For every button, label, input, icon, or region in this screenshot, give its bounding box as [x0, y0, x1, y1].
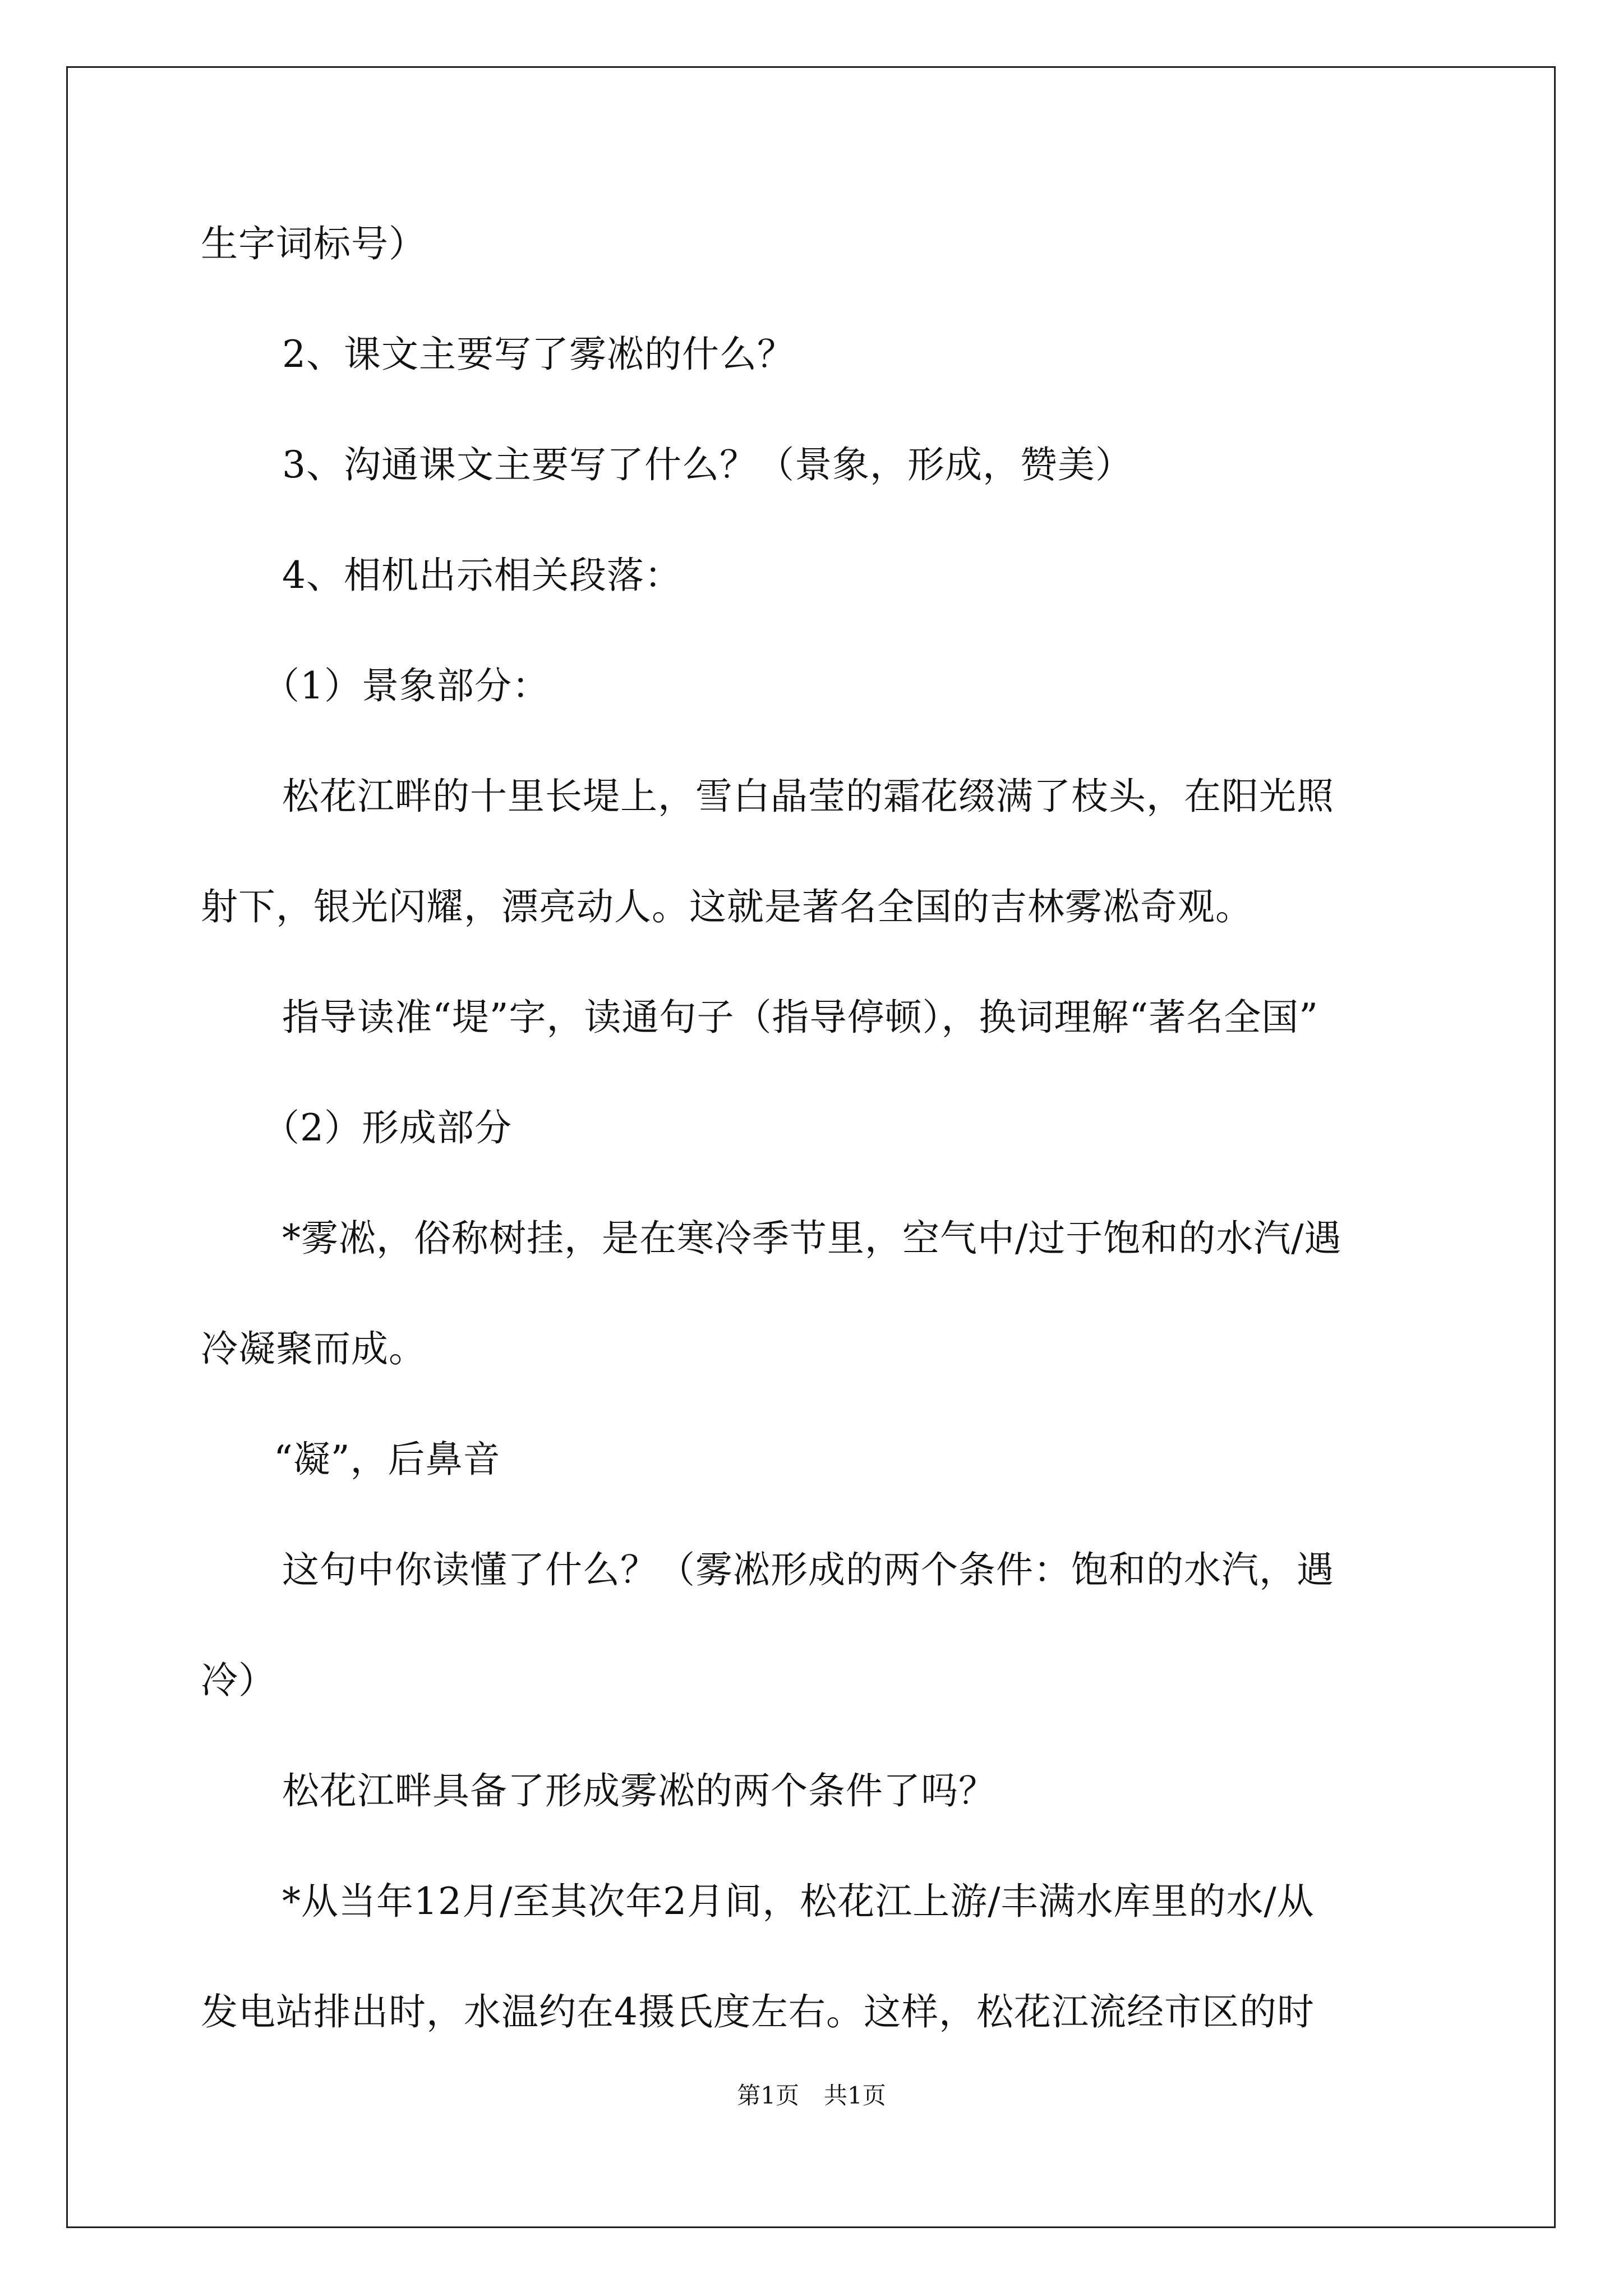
- text-line: 发电站排出时，水温约在4摄氏度左右。这样，松花江流经市区的时: [201, 1990, 1315, 2033]
- text-line: 射下，银光闪耀，漂亮动人。这就是著名全国的吉林雾凇奇观。: [201, 885, 1253, 928]
- text-line: 冷凝聚而成。: [201, 1327, 426, 1370]
- text-line: （2）形成部分: [262, 1106, 512, 1149]
- text-line: *雾凇，俗称树挂，是在寒冷季节里，空气中/过于饱和的水汽/遇: [282, 1217, 1342, 1260]
- text-line: *从当年12月/至其次年2月间，松花江上游/丰满水库里的水/从: [282, 1880, 1315, 1923]
- page-footer: [0, 2081, 1623, 2110]
- page-number-total: 共1页: [824, 2082, 886, 2109]
- text-line: （1）景象部分：: [262, 664, 550, 707]
- text-line: 3、沟通课文主要写了什么？（景象，形成，赞美）: [282, 443, 1133, 486]
- text-line: 松花江畔具备了形成雾凇的两个条件了吗？: [282, 1769, 996, 1812]
- text-line: 冷）: [201, 1659, 276, 1702]
- text-line: “凝”，后鼻音: [274, 1438, 501, 1481]
- page-number-current: 第1页: [737, 2082, 799, 2109]
- text-line: 生字词标号）: [201, 222, 426, 265]
- text-line: 这句中你读懂了什么？（雾凇形成的两个条件：饱和的水汽，遇: [282, 1548, 1334, 1591]
- text-line: 4、相机出示相关段落：: [282, 554, 682, 597]
- text-line: 2、课文主要写了雾凇的什么？: [282, 333, 795, 376]
- text-line: 指导读准“堤”字，读通句子（指导停顿），换词理解“著名全国”: [282, 996, 1318, 1039]
- text-line: 松花江畔的十里长堤上，雪白晶莹的霜花缀满了枝头，在阳光照: [282, 775, 1334, 818]
